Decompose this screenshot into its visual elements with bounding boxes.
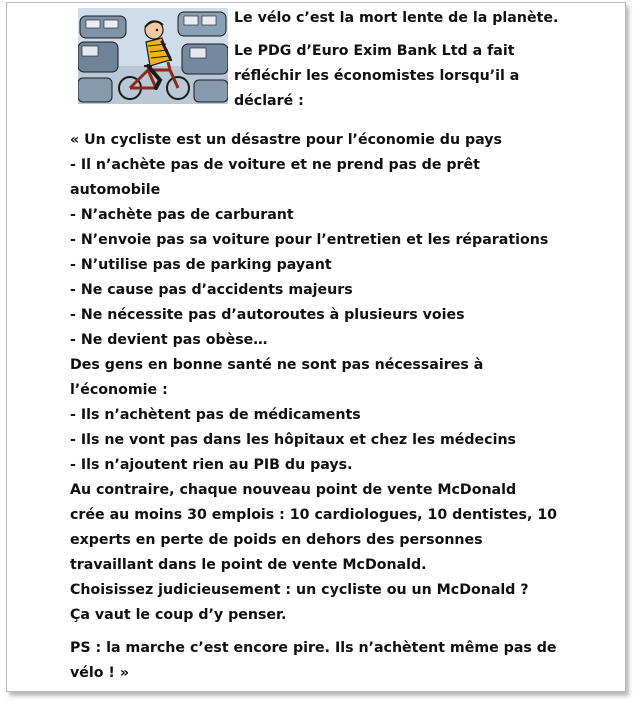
- quote-line: « Un cycliste est un désastre pour l’économie du pays: [70, 132, 502, 148]
- document-content: [70, 6, 618, 681]
- quote-line: automobile: [70, 182, 161, 198]
- quote-line: l’économie :: [70, 382, 168, 398]
- quote-line: - Ils ne vont pas dans les hôpitaux et chez les médecins: [70, 432, 516, 448]
- quote-line: experts en perte de poids en dehors des personnes: [70, 532, 483, 548]
- quote-line: Au contraire, chaque nouveau point de vente McDonald: [70, 482, 517, 498]
- intro-line: réfléchir les économistes lorsqu’il a: [234, 68, 520, 84]
- quote-line: - Ne devient pas obèse…: [70, 332, 268, 348]
- quote-line: - N’utilise pas de parking payant: [70, 257, 332, 273]
- quote-line: - Ne nécessite pas d’autoroutes à plusieurs voies: [70, 307, 465, 323]
- quote-line: - Ils n’achètent pas de médicaments: [70, 407, 361, 423]
- quote-line: Ça vaut le coup d’y penser.: [70, 607, 287, 623]
- quote-line: - N’achète pas de carburant: [70, 207, 294, 223]
- quote-body: [70, 128, 618, 686]
- quote-line: Choisissez judicieusement : un cycliste ou un McDonald ?: [70, 582, 529, 598]
- document-header: [70, 6, 618, 118]
- document-title: Le vélo c’est la mort lente de la planète.: [234, 10, 559, 26]
- intro-line: déclaré :: [234, 93, 304, 109]
- postscript: [70, 636, 618, 686]
- quote-line: travaillant dans le point de vente McDonald.: [70, 557, 427, 573]
- intro-line: Le PDG d’Euro Exim Bank Ltd a fait: [234, 43, 515, 59]
- quote-line: Des gens en bonne santé ne sont pas nécessaires à: [70, 357, 484, 373]
- postscript-line: PS : la marche c’est encore pire. Ils n’achètent même pas de: [70, 640, 557, 656]
- cyclist-illustration-svg: [78, 8, 228, 104]
- header-text: [234, 6, 614, 114]
- quote-line: - N’envoie pas sa voiture pour l’entretien et les réparations: [70, 232, 549, 248]
- quote-line: - Il n’achète pas de voiture et ne prend pas de prêt: [70, 157, 480, 173]
- quote-line: crée au moins 30 emplois : 10 cardiologues, 10 dentistes, 10: [70, 507, 558, 523]
- quote-line: - Ils n’ajoutent rien au PIB du pays.: [70, 457, 353, 473]
- quote-line: - Ne cause pas d’accidents majeurs: [70, 282, 353, 298]
- cyclist-in-traffic-illustration: [78, 8, 228, 104]
- postscript-line: vélo ! »: [70, 665, 129, 681]
